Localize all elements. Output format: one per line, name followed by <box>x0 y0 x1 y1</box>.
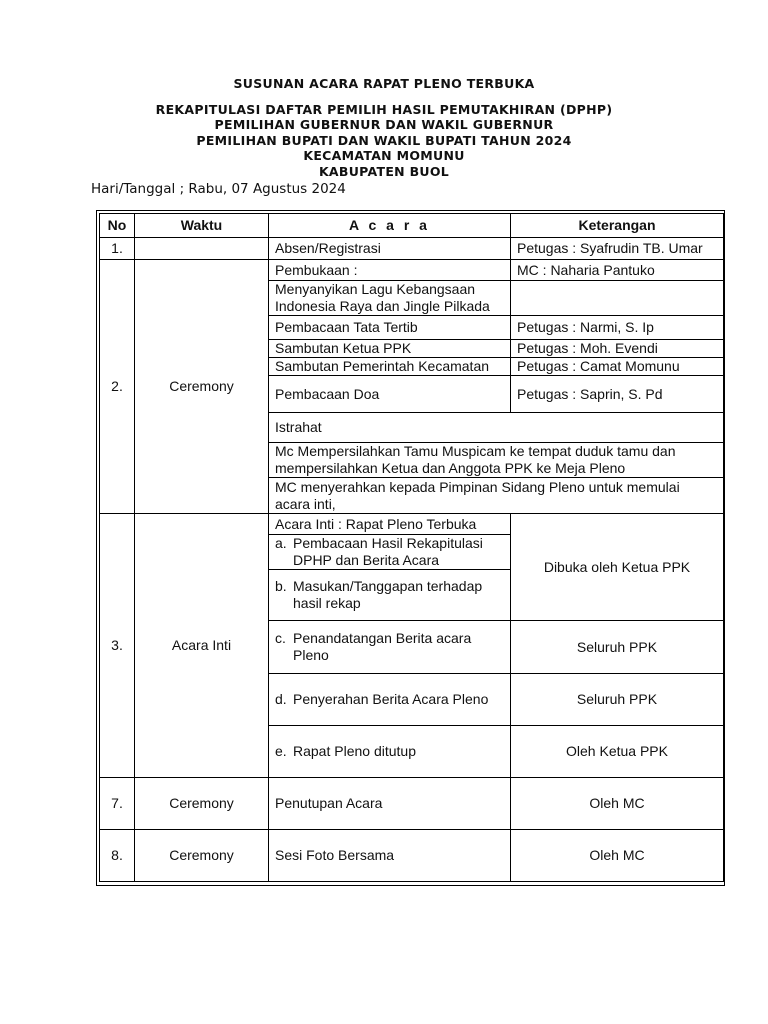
sub-item-text: Penyerahan Berita Acara Pleno <box>293 691 489 707</box>
sub-item-text: Pembacaan Hasil Rekapitulasi DPHP dan Berita Acara <box>293 535 483 568</box>
row-mc-mempersilahkan: Mc Mempersilahkan Tamu Muspicam ke tempat duduk tamu dan mempersilahkan Ketua dan Anggota PPK ke Meja Pleno <box>269 443 724 478</box>
header-waktu: Waktu <box>135 214 269 238</box>
document-header <box>0 76 768 179</box>
row-acara-intro: Acara Inti : Rapat Pleno Terbuka <box>269 514 511 535</box>
sub-item-text: Penandatangan Berita acara Pleno <box>293 630 472 663</box>
table-row <box>100 260 724 281</box>
sub-item-text: Masukan/Tanggapan terhadap hasil rekap <box>293 578 483 611</box>
row-acara: Pembacaan Doa <box>269 376 511 413</box>
header-no: No <box>100 214 135 238</box>
header-keterangan: Keterangan <box>511 214 724 238</box>
row-keterangan: Dibuka oleh Ketua PPK <box>511 514 724 621</box>
row-acara: Penutupan Acara <box>269 778 511 830</box>
sub-item-a <box>269 535 511 570</box>
subtitle-line-4: KECAMATAN MOMUNU <box>303 148 465 163</box>
row-mc-menyerahkan: MC menyerahkan kepada Pimpinan Sidang Pleno untuk memulai acara inti, <box>269 478 724 514</box>
row-istrahat: Istrahat <box>269 413 724 443</box>
subtitle-line-2: PEMILIHAN GUBERNUR DAN WAKIL GUBERNUR <box>214 117 554 132</box>
row-keterangan: MC : Naharia Pantuko <box>511 260 724 281</box>
row-no: 3. <box>100 514 135 778</box>
row-acara: Absen/Registrasi <box>269 238 511 260</box>
row-keterangan: Seluruh PPK <box>511 674 724 726</box>
table-row <box>100 830 724 882</box>
sub-item-marker: b. <box>275 578 287 594</box>
row-acara: Menyanyikan Lagu Kebangsaan Indonesia Raya dan Jingle Pilkada <box>269 281 511 316</box>
row-keterangan: Petugas : Saprin, S. Pd <box>511 376 724 413</box>
row-no: 1. <box>100 238 135 260</box>
table-header-row <box>100 214 724 238</box>
row-acara: Pembacaan Tata Tertib <box>269 316 511 340</box>
row-keterangan: Seluruh PPK <box>511 621 724 674</box>
table-row <box>100 514 724 535</box>
row-keterangan: Oleh MC <box>511 830 724 882</box>
row-waktu: Ceremony <box>135 778 269 830</box>
row-keterangan <box>511 281 724 316</box>
table-row <box>100 238 724 260</box>
subtitle-line-3: PEMILIHAN BUPATI DAN WAKIL BUPATI TAHUN 2024 <box>196 132 572 148</box>
row-waktu: Ceremony <box>135 830 269 882</box>
sub-item-c <box>269 621 511 674</box>
subtitle-line-1: REKAPITULASI DAFTAR PEMILIH HASIL PEMUTAKHIRAN (DPHP) <box>155 101 613 117</box>
sub-item-e <box>269 726 511 778</box>
row-acara: Sambutan Pemerintah Kecamatan <box>269 358 511 376</box>
row-keterangan: Oleh MC <box>511 778 724 830</box>
row-acara: Sesi Foto Bersama <box>269 830 511 882</box>
row-no: 8. <box>100 830 135 882</box>
sub-item-text: Rapat Pleno ditutup <box>293 743 416 759</box>
agenda-table <box>99 213 724 882</box>
sub-item-marker: e. <box>275 743 287 759</box>
sub-item-marker: a. <box>275 535 287 551</box>
row-waktu: Acara Inti <box>135 514 269 778</box>
sub-item-d <box>269 674 511 726</box>
sub-item-b <box>269 570 511 621</box>
row-keterangan: Petugas : Camat Momunu <box>511 358 724 376</box>
row-keterangan: Petugas : Narmi, S. Ip <box>511 316 724 340</box>
table-row <box>100 778 724 830</box>
row-keterangan: Oleh Ketua PPK <box>511 726 724 778</box>
date-line: Hari/Tanggal ; Rabu, 07 Agustus 2024 <box>91 181 346 197</box>
row-acara: Pembukaan : <box>269 260 511 281</box>
row-waktu <box>135 238 269 260</box>
document-title: SUSUNAN ACARA RAPAT PLENO TERBUKA <box>233 76 535 91</box>
sub-item-marker: c. <box>275 630 286 646</box>
sub-item-marker: d. <box>275 691 287 707</box>
row-no: 7. <box>100 778 135 830</box>
row-no: 2. <box>100 260 135 514</box>
header-acara: A c a r a <box>269 214 511 238</box>
row-waktu: Ceremony <box>135 260 269 514</box>
row-acara: Sambutan Ketua PPK <box>269 340 511 358</box>
row-keterangan: Petugas : Moh. Evendi <box>511 340 724 358</box>
row-keterangan: Petugas : Syafrudin TB. Umar <box>511 238 724 260</box>
subtitle-line-5: KABUPATEN BUOL <box>318 163 450 179</box>
